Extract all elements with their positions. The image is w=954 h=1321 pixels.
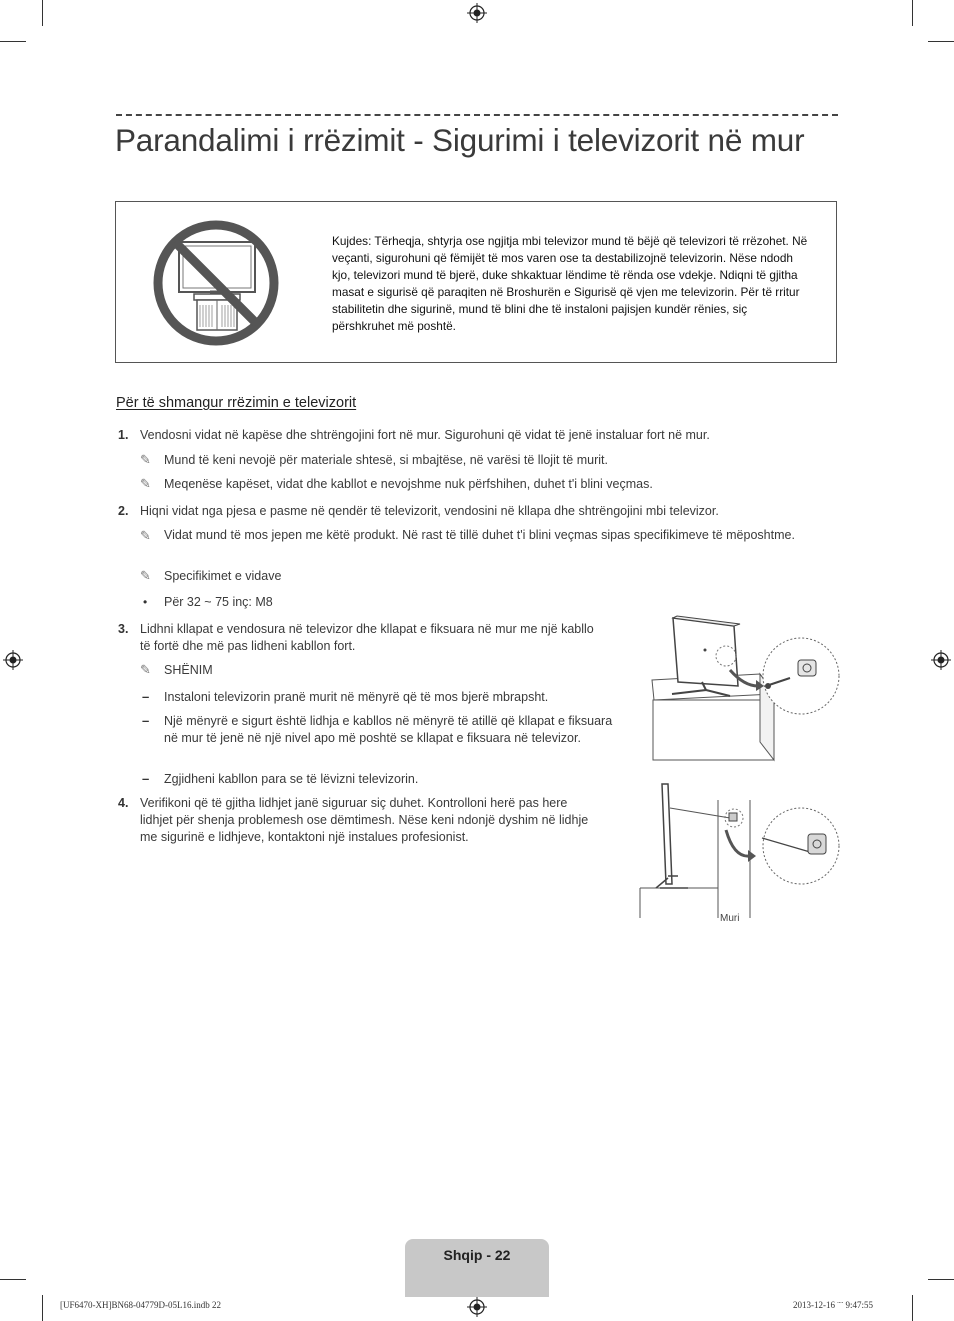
registration-mark-icon <box>467 3 487 23</box>
note-icon: ✎ <box>140 452 151 467</box>
note-icon: ✎ <box>140 476 151 491</box>
section-heading: Për të shmangur rrëzimin e televizorit <box>116 395 357 411</box>
step-note: Vidat mund të mos jepen me këtë produkt. Në rast të tillë duhet t'i blini veçmas sipas specifikimeve të mëposhtme. <box>164 528 795 542</box>
tv-on-stand-illustration <box>640 612 840 772</box>
step-number: 3. <box>118 622 129 636</box>
page-number: Shqip - 22 <box>443 1247 511 1263</box>
crop-mark <box>912 1295 913 1321</box>
step-number: 2. <box>118 504 129 518</box>
crop-mark <box>0 41 26 42</box>
registration-mark-icon <box>467 1297 487 1317</box>
crop-mark <box>42 0 43 26</box>
dash-mark: – <box>142 713 150 728</box>
crop-mark <box>912 0 913 26</box>
crop-mark <box>928 1279 954 1280</box>
note-label: SHËNIM <box>164 663 213 677</box>
crop-mark <box>928 41 954 42</box>
caution-text: Kujdes: Tërheqja, shtyrja ose ngjitja mbi televizor mund të bëjë që televizori të rrëzohet. Në veçanti, sigurohuni që fëmijët të mos varen ose ta destabilizojnë televizorin. Nëse ndodh kjo, televizori mund të bjerë, duke shkaktuar lëndime të rënda ose vdekje. Ndiqni të gjitha masat e sigurisë që paraqiten në Broshurën e Sigurisë që vjen me televizorin. Për të rritur stabilitetin dhe sigurinë, mund të blini dhe të instaloni pajisjen kundër rënies, siç përshkruhet më poshtë. <box>332 234 808 333</box>
crop-mark <box>0 1279 26 1280</box>
step-text: Verifikoni që të gjitha lidhjet janë siguruar siç duhet. Kontrolloni herë pas here lidhjet për shenja problemesh ose dëmtimesh. Nëse keni ndonjë dyshim në lidhje me sigurinë e lidhjeve, kontaktoni një instalues profesionist. <box>140 796 589 844</box>
note-icon: ✎ <box>140 662 151 677</box>
no-tv-tipping-icon <box>150 217 282 349</box>
note-icon: ✎ <box>140 568 151 583</box>
bullet-text: Për 32 ~ 75 inç: M8 <box>164 595 273 609</box>
step-text: Vendosni vidat në kapëse dhe shtrëngojini fort në mur. Sigurohuni që vidat të jenë instaluar fort në mur. <box>140 428 710 442</box>
tv-wall-illustration <box>638 780 843 920</box>
step-number: 1. <box>118 428 129 442</box>
step-number: 4. <box>118 796 129 810</box>
date-slug: 2013-12-16 ¨¨ 9:47:55 <box>793 1300 873 1310</box>
dash-text: Instaloni televizorin pranë murit në mënyrë që të mos bjerë mbrapsht. <box>164 690 549 704</box>
dash-mark: – <box>142 689 150 704</box>
dash-text: Zgjidheni kabllon para se të lëvizni televizorin. <box>164 772 419 786</box>
bullet-mark: • <box>143 595 148 609</box>
file-slug: [UF6470-XH]BN68-04779D-05L16.indb 22 <box>60 1300 221 1310</box>
registration-mark-icon <box>931 650 951 670</box>
step-note: Specifikimet e vidave <box>164 569 282 583</box>
step-text: Lidhni kllapat e vendosura në televizor dhe kllapat e fiksuara në mur me një kabllo të fortë dhe më pas lidheni kabllon fort. <box>140 622 594 653</box>
note-icon: ✎ <box>140 528 151 543</box>
step-note: Mund të keni nevojë për materiale shtesë, si mbajtëse, në varësi të llojit të murit. <box>164 453 608 467</box>
page-title: Parandalimi i rrëzimit - Sigurimi i televizorit në mur <box>115 122 805 158</box>
crop-mark <box>42 1295 43 1321</box>
caution-box <box>115 201 837 363</box>
registration-mark-icon <box>3 650 23 670</box>
figure-caption: Muri <box>720 913 740 924</box>
title-rule <box>116 114 838 116</box>
dash-mark: – <box>142 771 150 786</box>
dash-text: Një mënyrë e sigurt është lidhja e kabllos në mënyrë të atillë që kllapat e fiksuara në mur të jenë në një nivel apo më poshtë se kllapat e fiksuara në televizor. <box>164 714 613 745</box>
step-note: Meqenëse kapëset, vidat dhe kabllot e nevojshme nuk përfshihen, duhet t'i blini veçmas. <box>164 477 653 491</box>
step-text: Hiqni vidat nga pjesa e pasme në qendër të televizorit, vendosini në kllapa dhe shtrëngojini mbi televizor. <box>140 504 719 518</box>
